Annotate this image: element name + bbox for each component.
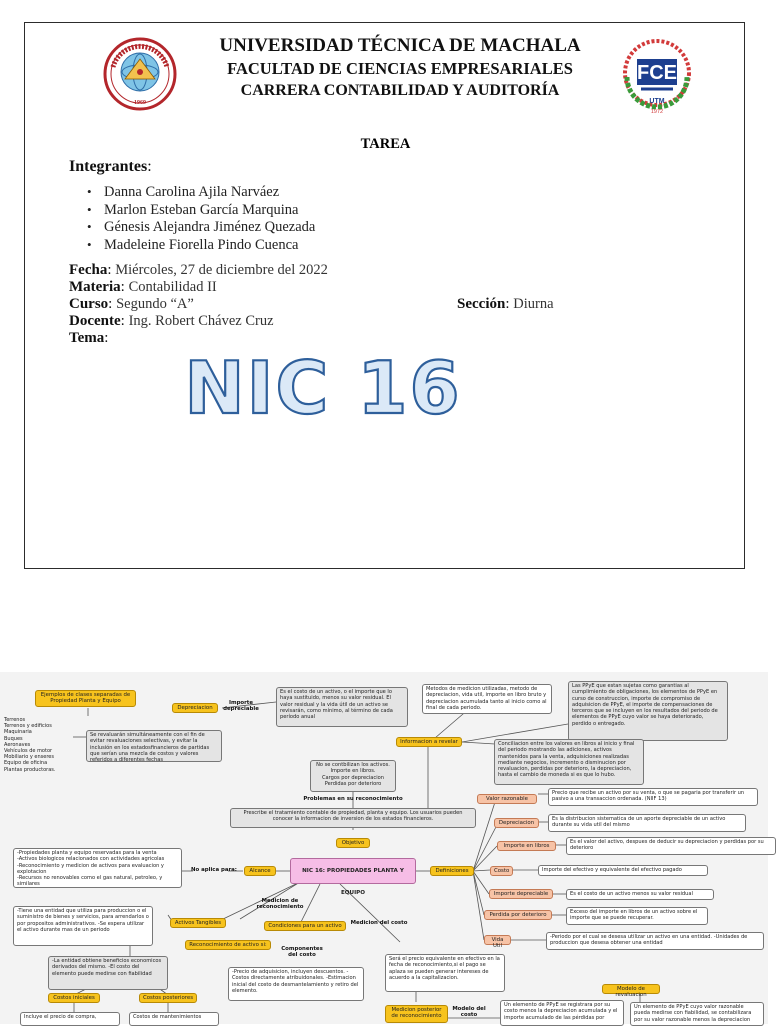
node-def-valor-razonable-desc: Precio que recibe un activo por su venta, o que se pagaria por transferir un pasivo a una transaccion ordenada. (NIIF 13): [548, 788, 758, 806]
node-precio-adquisicion: -Precio de adquisicion, incluyen descuentos. -Costos directamente atribuidonales. -Estimacion inicial del costo de desmantelamiento y retiro del elemento.: [228, 967, 364, 1001]
faculty-logo: [613, 37, 701, 117]
node-ppye-garantia: Las PPyE que estan sujetas como garantias al cumplimiento de obligaciones, los elementos de PPyE en curso de construccion, importe de compromiso de adquisicion de PPyE, el importe de compensaciones de terceros que se incluyen en los resultados del periodo de elementos de PPyE cuyo valor se haya deteriorado, perdido o entregado.: [568, 681, 728, 741]
node-ejemplos: Ejemplos de clases separadas de Propiedad Planta y Equipo: [35, 690, 136, 707]
node-no-aplica-list: -Propiedades planta y equipo reservadas para la venta -Activos biologicos relacionados con actividades agricolas -Reconocimiento y medicion de activos para evaluacion y explotacion -Recursos no renovables como el gas natural, petroleo, y similares: [13, 848, 182, 888]
concept-map: [0, 672, 768, 1024]
node-def-perdida: Perdida por deterioro: [484, 910, 552, 920]
node-condiciones: Condiciones para un activo: [264, 921, 346, 931]
node-revaluaran: Se revaluarán simultáneamente con el fin de evitar revaluaciones selectivas, y evitar la inclusión en los estadosfinancieros de partidas que serían una mezcla de costos y valores referidos a diferentes fechas: [86, 730, 222, 762]
docente-value: Ing. Robert Chávez Cruz: [128, 313, 274, 329]
node-definiciones: Definiciones: [430, 866, 474, 876]
seccion-value: Diurna: [513, 296, 554, 312]
materia-value: Contabilidad II: [128, 279, 217, 295]
node-center: NIC 16: PROPIEDADES PLANTA Y EQUIPO: [290, 858, 416, 884]
curso-value: Segundo “A”: [116, 296, 194, 312]
label-importe-depreciable: Importe depreciable: [223, 700, 259, 713]
node-ejemplos-list: Terrenos Terrenos y edificios Maquinaria Buques Aeronaves Vehículos de motor Mobiliario y enseres Equipo de oficina Plantas productoras.: [4, 717, 56, 773]
right-logo-text: UTM: [649, 98, 665, 105]
faculty-name: FACULTAD DE CIENCIAS EMPRESARIALES: [227, 59, 573, 78]
node-def-importe-dep-desc: Es el costo de un activo menos su valor residual: [566, 889, 714, 900]
node-precio-equivalente: Será el precio equivalente en efectivo en la fecha de reconocimiento,si el pago se aplaza se pueden generar intereses de acuerdo a la capitalizacion.: [385, 954, 505, 992]
node-objetivo: Objetivo: [336, 838, 370, 848]
node-activos-tangibles: Activos Tangibles: [170, 918, 226, 928]
node-def-valor-razonable: Valor razonable: [477, 794, 537, 804]
fecha-row: Fecha: Miércoles, 27 de diciembre del 2022: [69, 262, 328, 278]
node-alcance: Alcance: [244, 866, 276, 876]
node-def-depreciacion-desc: Es la distribucion sistematica de un aporte depreciable de un activo durante su vida util del mismo: [548, 814, 746, 832]
tema-row: Tema:: [69, 330, 109, 346]
node-metodos: Metodos de medicion utilizadas, metodo de depreciacion, vida util, importe en libro bruto y depreciacion acumulada tanto al inicio como al final de cada periodo.: [422, 684, 552, 714]
node-no-contabilizan: No se contbilizan los activos. Importe en libros. Cargos por depreciacion Perdidas por deterioro: [310, 760, 396, 792]
career-name: CARRERA CONTABILIDAD Y AUDITORÍA: [240, 82, 560, 99]
node-def-vida-util-desc: -Periodo por el cual se desesa utilizar un activo en una entidad. -Unidades de produccion que desesa obtener una entidad: [546, 932, 764, 950]
svg-text:FCE: FCE: [637, 62, 677, 84]
topic-title-text: NIC 16: [184, 346, 462, 430]
node-conciliacion: Conciliacion entre los valores en libros al inicio y final del periodo mostrando las adiciones, activos mantenidos para la venta, adquisiciones realizadas mediante negocios, incremento o disminucion por revaluacion, perdidas por deterioro, la depreciacion, hasta el cambio de moneda si es que lo hubo.: [494, 739, 644, 785]
seccion-row: Sección: Diurna: [457, 296, 554, 312]
node-modelo-revaluacion-desc: Un elemento de PPyE cuyo valor razonable pueda medirse con fiabilidad, se contabilizara por su valor razonable menos la depreciacion: [630, 1002, 764, 1026]
left-logo-year: 1969: [134, 100, 146, 106]
member-item: • Marlon Esteban García Marquina: [87, 201, 315, 219]
node-reconocimiento-si: Reconocimiento de activo si:: [185, 940, 271, 950]
node-def-costo-desc: Importe del efectivo y equivalente del efectivo pagado: [538, 865, 708, 876]
node-informacion: Informacion a revelar: [396, 737, 462, 747]
members-heading: Integrantes:: [69, 158, 152, 175]
label-no-aplica: No aplica para:: [191, 867, 237, 873]
node-def-costo: Costo: [490, 866, 513, 876]
docente-row: Docente: Ing. Robert Chávez Cruz: [69, 313, 274, 329]
university-name: UNIVERSIDAD TÉCNICA DE MACHALA: [219, 35, 581, 56]
node-tangibles-desc: -Tiene una entidad que utiliza para produccion o el suministro de bienes y servicios, para arrendarlos o por propositos administrativos. -Se espera utilizar el activo durante mas de un periodo: [13, 906, 153, 946]
member-item: • Génesis Alejandra Jiménez Quezada: [87, 218, 315, 236]
member-item: • Madeleine Fiorella Pindo Cuenca: [87, 236, 315, 254]
node-modelo-costo-desc: Un elemento de PPyE se registrara por su costo menos la depreciacion acumulada y el importe acumulado de las pérdidas por: [500, 1000, 624, 1026]
member-item: • Danna Carolina Ajila Narváez: [87, 183, 315, 201]
members-list: [87, 183, 315, 253]
label-medicion-reconocimiento: Medicion de reconocimiento: [256, 898, 304, 911]
materia-row: Materia: Contabilidad II: [69, 279, 217, 295]
right-logo-year: 1972: [650, 109, 664, 115]
node-incluye-precio: Incluye el precio de compra,: [20, 1012, 120, 1026]
curso-row: Curso: Segundo “A”: [69, 296, 194, 312]
label-problemas: Problemas en su reconocimiento: [303, 796, 403, 802]
fecha-value: Miércoles, 27 de diciembre del 2022: [115, 262, 328, 278]
university-seal-logo: [103, 35, 177, 117]
node-mantenimiento: Costos de mantenimientos: [129, 1012, 219, 1026]
node-def-vida-util: Vida Util: [484, 935, 511, 945]
label-componentes: Componentes del costo: [281, 946, 323, 959]
node-beneficios: -La entidad obtiene beneficios economicos derivados del mismo. -El costo del elemento puede medirse con fiabilidad: [48, 956, 168, 990]
node-def-perdida-desc: Exceso del importe en libros de un activo sobre el importe que se puede recuperar.: [566, 907, 708, 925]
node-importe-dep-desc: Es el costo de un activo, o el importe que lo haya sustituido, menos su valor residual. El valor residual y la vida útil de un activo se revisarán, como mínimo, al término de cada período anual: [276, 687, 408, 727]
node-costos-posteriores: Costos posteriores: [139, 993, 197, 1003]
label-modelo-costo: Modelo del costo: [452, 1006, 486, 1019]
topic-title-graphic: [184, 343, 462, 430]
cover-page: [24, 22, 745, 569]
node-def-depreciacion: Depreciacion: [494, 818, 539, 828]
node-costos-iniciales: Costos iniciales: [48, 993, 100, 1003]
node-modelo-revaluacion: Modelo de revaluacion: [602, 984, 660, 994]
node-medicion-posterior: Medicion posterior de reconocimiento: [385, 1005, 448, 1023]
label-medicion-costo: Medicion del costo: [350, 920, 408, 926]
node-def-importe-dep: Importe depreciable: [489, 889, 553, 899]
node-depreciacion-top: Depreciacion: [172, 703, 218, 713]
document-title: TAREA: [360, 136, 411, 152]
node-def-importe-libros: Importe en libros: [497, 841, 556, 851]
node-prescribe: Prescribe el tratamiento contable de propiedad, planta y equipo. Los usuarios pueden conocer la informacion de inversion de los estados financieros.: [230, 808, 476, 828]
node-def-importe-libros-desc: Es el valor del activo, despues de deducir su depreciacion y perdidas por su deterioro: [566, 837, 776, 855]
